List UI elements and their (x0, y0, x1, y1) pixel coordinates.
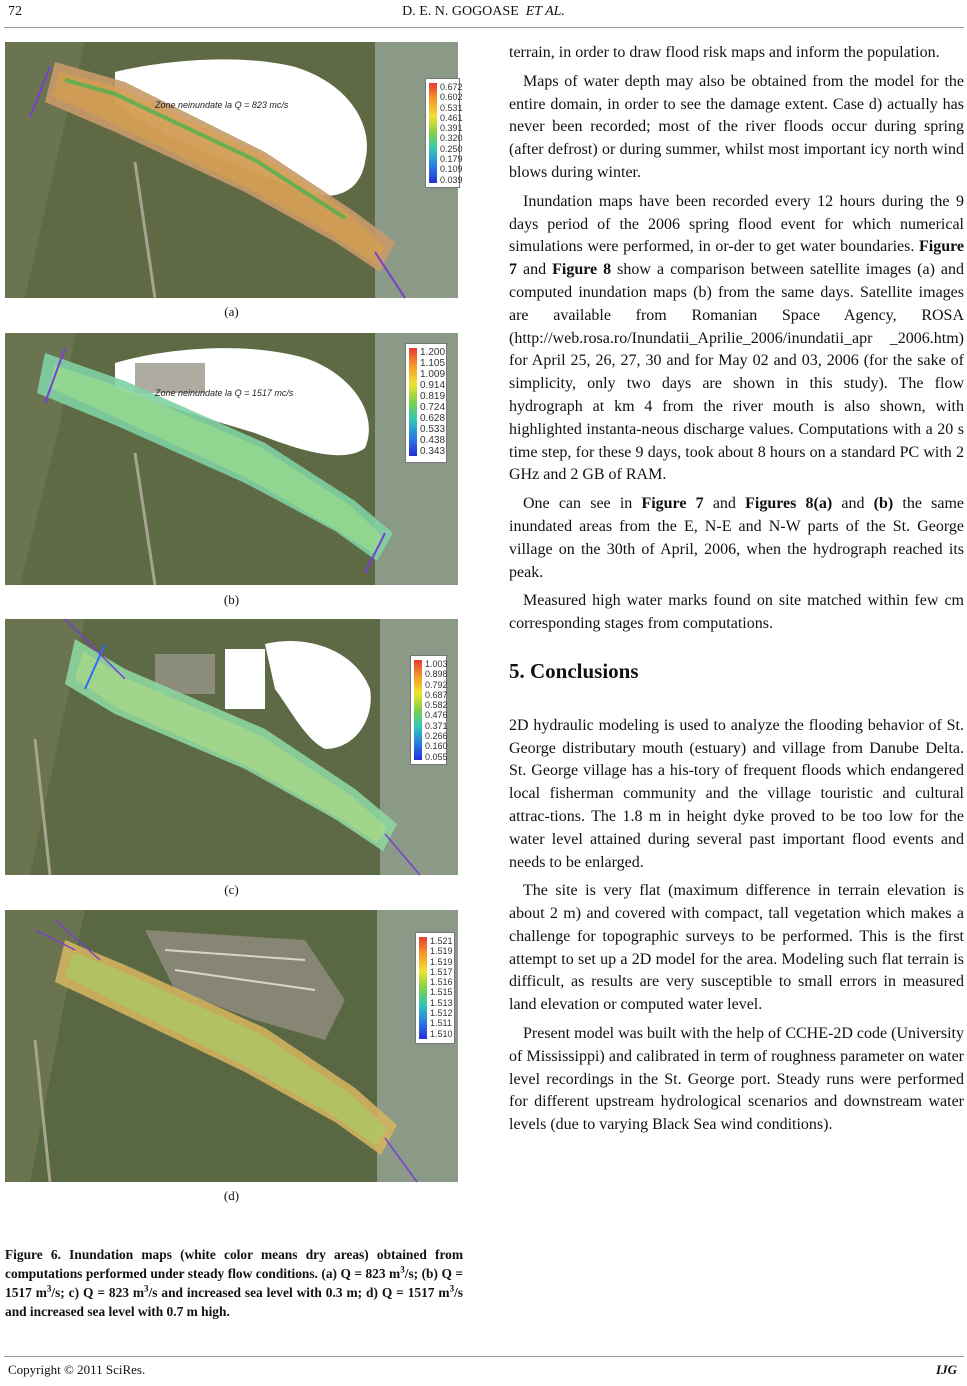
legend-value: 0.792 (425, 679, 448, 690)
header-et-al: ET AL. (525, 4, 565, 19)
legend-value: 1.519 (430, 956, 453, 967)
legend-value: 0.531 (440, 102, 463, 113)
legend-value: 0.179 (440, 154, 463, 165)
legend-value: 0.672 (440, 82, 463, 92)
legend-value: 0.250 (440, 143, 463, 154)
legend-value: 1.519 (430, 946, 453, 957)
legend-value: 0.109 (440, 164, 463, 175)
figure-6d-map (5, 910, 458, 1182)
legend-value: 0.160 (425, 741, 448, 752)
text: and (832, 495, 874, 513)
caption-text: Figure 6. Inundation maps (white color means dry areas) obtained from computations performed under steady flow conditions. (a) Q = 823 m (5, 1247, 463, 1281)
caption-text: /s and increased sea level with 0.3 m; d) Q = 1517 m (148, 1285, 450, 1300)
text: One can see in (523, 495, 642, 513)
legend-value: 1.105 (420, 358, 446, 369)
caption-sup: 3 (46, 1283, 52, 1294)
legend-value: 0.371 (425, 720, 448, 731)
satellite-map-c (5, 619, 458, 875)
footer-rule (4, 1356, 964, 1357)
color-legend-c (410, 655, 447, 765)
figure-6a-label: (a) (224, 304, 239, 319)
legend-value: 0.039 (440, 174, 463, 185)
legend-value: 0.438 (420, 435, 446, 446)
caption-text: /s; (b) Q = 1517 m (5, 1266, 463, 1300)
legend-value: 0.582 (425, 700, 448, 711)
legend-value: 1.510 (430, 1028, 453, 1039)
legend-value: 1.513 (430, 997, 453, 1008)
paragraph: terrain, in order to draw flood risk maps and inform the population. (509, 44, 940, 61)
paragraph: Present model was built with the help of CCHE-2D code (University of Mississippi) and calibrated in term of roughness parameter on water level recordings in the St. George port. Steady runs were performed for different upstream hydrological scenarios and downstream water levels (due to varying Black Sea wind conditions). (509, 1025, 964, 1134)
legend-value: 1.512 (430, 1008, 453, 1019)
paragraph: 2D hydraulic modeling is used to analyze the flooding behavior of St. George distributary mouth (estuary) and village from Danube Delta. St. George village has a his-tory of frequent floods which endangered local fisherman community and the village touristic and cultural attrac-tions. The 1.8 m in height dyke proved to be too low for the water level attained during several past important flood events and needs to be enlarged. (509, 716, 964, 871)
text: Inundation maps have been recorded every 12 hours during the 9 days period of the 2006 spring flood event for which numerical simulations were performed, in or-der to get water boundaries. (509, 192, 964, 256)
figure-6-caption (5, 1245, 463, 1321)
legend-value: 1.003 (425, 659, 448, 669)
legend-value: 0.320 (440, 133, 463, 144)
legend-value: 0.898 (425, 669, 448, 680)
figure-6c-map (5, 619, 458, 875)
figure-ref: Figure 7 (509, 238, 964, 279)
legend-value: 0.724 (420, 402, 446, 413)
satellite-map-d (5, 910, 458, 1182)
legend-value: 0.461 (440, 112, 463, 123)
legend-value: 0.266 (425, 731, 448, 742)
satellite-map-a (5, 42, 458, 298)
figure-ref: Figure 7 (641, 495, 704, 513)
figure-6b-label: (b) (223, 592, 240, 607)
legend-value: 0.602 (440, 92, 463, 103)
figure-6a-map (5, 42, 463, 298)
figure-6d-label: (d) (223, 1188, 240, 1203)
legend-value: 0.914 (420, 380, 446, 391)
header-authors: D. E. N. GOGOASE (402, 4, 519, 19)
legend-value: 0.343 (420, 446, 446, 457)
figure-6c-label: (c) (224, 882, 239, 897)
satellite-map-b (5, 333, 458, 585)
legend-value: 1.009 (420, 369, 446, 380)
header-rule (4, 27, 964, 28)
legend-value: 0.687 (425, 689, 448, 700)
text: and (517, 261, 553, 279)
color-legend-a (425, 78, 463, 188)
legend-value: 0.055 (425, 751, 448, 762)
figure-6b-map (5, 333, 458, 585)
legend-value: 0.391 (440, 123, 463, 134)
text: and (703, 495, 746, 513)
paragraph: The site is very flat (maximum difference in terrain elevation is about 2 m) and covered with compact, tall vegetation which makes a challenge for topographic surveys to be performed. This is the first attempt to set up a 2D model for the area. Modeling such flat terrain is difficult, as results are very susceptible to small errors in measured land elevation or computed water level. (509, 882, 964, 1014)
paragraph: Maps of water depth may also be obtained from the model for the entire domain, in order to see the damage extent. Case d) actually has never been recorded; most of the river floods occur during spring (after defrost) or during summer, whilst most important icy north wind blows during winter. (509, 72, 964, 181)
copyright: Copyright © 2011 SciRes. (8, 1362, 146, 1377)
legend-value: 0.628 (420, 413, 446, 424)
section-heading: 5. Conclusions (509, 658, 639, 683)
map-annotation-b: Zone neinundate la Q = 1517 mc/s (155, 388, 294, 398)
figure-ref: Figures 8(a) (745, 495, 833, 513)
text: show a comparison between satellite images (a) and computed inundation maps (b) from the same days. Satellite images are available from Romanian Space Agency, ROSA (http://web.rosa.ro/Inundatii_Aprilie_2006/inundatii_apr _2006.htm) for April 25, 26, 27, 30 and for May 02 and 03, 2006 (for the sake of simplicity, only two days are shown in this study). The flow hydrograph at km 4 from the river mouth is also shown, with highlighted instanta-neous discharge values. Computations with a 20 s time step, for these 9 days, took about 8 hours on a standard PC with 2 GHz and 2 GB of RAM. (509, 261, 965, 484)
text: the same inundated areas from the E, N-E and N-W parts of the St. George village on the 30th of April, 2006, when the hydrograph reached its peak. (509, 495, 964, 581)
legend-value: 0.476 (425, 710, 448, 721)
paragraph (509, 493, 964, 584)
running-header (0, 4, 967, 20)
page-number: 72 (8, 4, 22, 19)
right-column-text (509, 42, 964, 1143)
legend-value: 1.516 (430, 977, 453, 988)
legend-value: 1.515 (430, 987, 453, 998)
paragraph: Measured high water marks found on site matched within few cm corresponding stages from computations. (509, 592, 964, 633)
caption-sup: 3 (400, 1264, 405, 1275)
legend-value: 1.517 (430, 966, 453, 977)
legend-value: 0.819 (420, 391, 446, 402)
legend-value: 0.533 (420, 424, 446, 435)
legend-value: 1.200 (420, 347, 446, 358)
map-annotation-a: Zone neinundate la Q = 823 mc/s (155, 100, 289, 110)
caption-text: /s and increased sea level with 0.7 m high. (5, 1285, 463, 1319)
figure-ref: (b) (873, 495, 894, 513)
journal-abbrev: IJG (936, 1362, 957, 1377)
caption-text: /s; c) Q = 823 m (51, 1285, 145, 1300)
caption-sup: 3 (144, 1283, 149, 1294)
legend-value: 1.521 (430, 936, 453, 946)
paragraph (509, 191, 964, 487)
legend-value: 1.511 (430, 1018, 452, 1029)
figure-ref: Figure 8 (552, 261, 612, 279)
caption-sup: 3 (449, 1283, 455, 1294)
color-legend-d (415, 932, 455, 1044)
color-legend-b (405, 343, 447, 463)
